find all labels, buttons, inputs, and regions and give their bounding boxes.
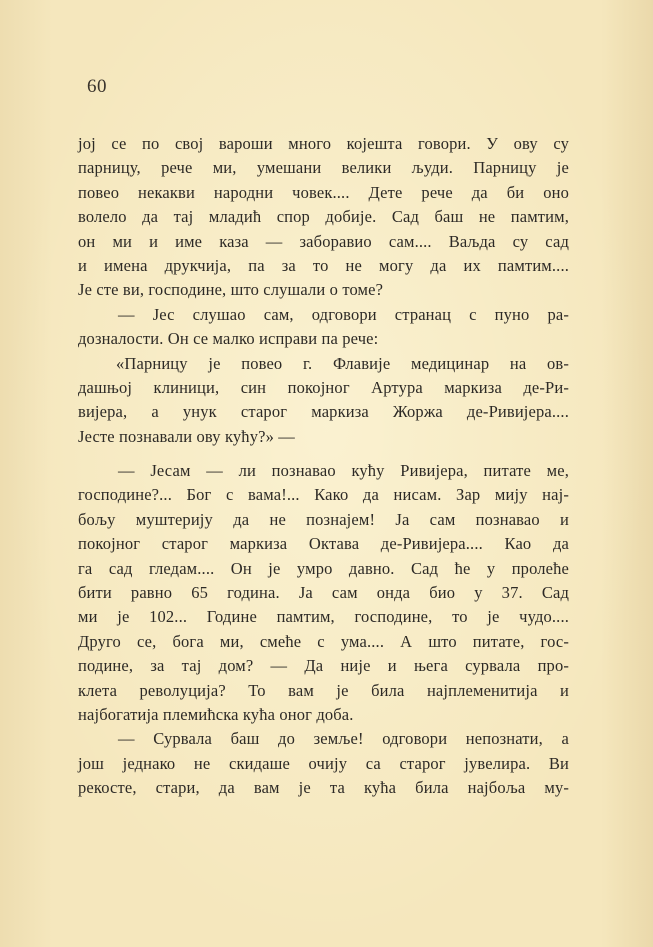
text-line: бити равно 65 година. Ја сам онда био у 37. Сад bbox=[78, 583, 569, 603]
text-line: волело да тај младић спор добије. Сад баш не памтим, bbox=[78, 207, 569, 227]
text-line: — Сурвала баш до земље! одговори непознати, а bbox=[118, 729, 569, 749]
text-line: подине, за тај дом? — Да није и њега сурвала про- bbox=[78, 656, 569, 676]
text-line: господине?... Бог с вама!... Како да нисам. Зар мију нај- bbox=[78, 485, 569, 505]
text-line: Је сте ви, господине, што слушали о томе? bbox=[78, 280, 384, 300]
text-line: он ми и име каза — заборавио сам.... Ваљда су сад bbox=[78, 231, 569, 251]
text-line: клета револуција? То вам је била најплеменитија и bbox=[78, 680, 569, 700]
text-line: рекосте, стари, да вам је та кућа била најбоља му- bbox=[78, 778, 569, 798]
text-line: јој се по свој вароши много којешта говори. У ову су bbox=[78, 134, 569, 153]
text-line: — Јес слушао сам, одговори странац с пуно ра- bbox=[118, 304, 569, 324]
text-line: покојног старог маркиза Октава де-Ривијера.... Као да bbox=[78, 534, 569, 554]
page-number: 60 bbox=[87, 76, 107, 97]
text-line: и имена друкчија, па за то не могу да их памтим.... bbox=[78, 255, 569, 275]
body-text bbox=[78, 132, 569, 801]
text-line: — Јесам — ли познавао кућу Ривијера, питате ме, bbox=[118, 461, 569, 481]
text-line: Друго се, бога ми, смеће с ума.... А што питате, гос- bbox=[78, 631, 569, 651]
text-line: најбогатија племићска кућа оног доба. bbox=[78, 704, 354, 724]
paragraph-gap bbox=[78, 449, 569, 459]
text-line: «Парницу је повео г. Флавије медицинар на ов- bbox=[116, 353, 569, 373]
text-line: бољу муштерију да не познајем! Ја сам познавао и bbox=[78, 509, 569, 529]
text-line: повео некакви народни човек.... Дете рече да би оно bbox=[78, 182, 569, 202]
text-line: парницу, рече ми, умешани велики људи. Парницу је bbox=[78, 158, 569, 178]
text-line: дозналости. Он се малко исправи па рече: bbox=[78, 329, 379, 349]
text-line: вијера, а унук старог маркиза Жоржа де-Ривијера.... bbox=[78, 402, 569, 422]
text-line: дашњој клиници, син покојног Артура маркиза де-Ри- bbox=[78, 377, 569, 397]
text-line: ми је 102... Године памтим, господине, то је чудо.... bbox=[78, 607, 569, 627]
text-line: Јесте познавали ову кућу?» — bbox=[78, 426, 295, 446]
text-line: још једнако не скидаше очију са старог јувелира. Ви bbox=[78, 753, 569, 773]
text-line: га сад гледам.... Он је умро давно. Сад ће у пролеће bbox=[78, 558, 569, 578]
